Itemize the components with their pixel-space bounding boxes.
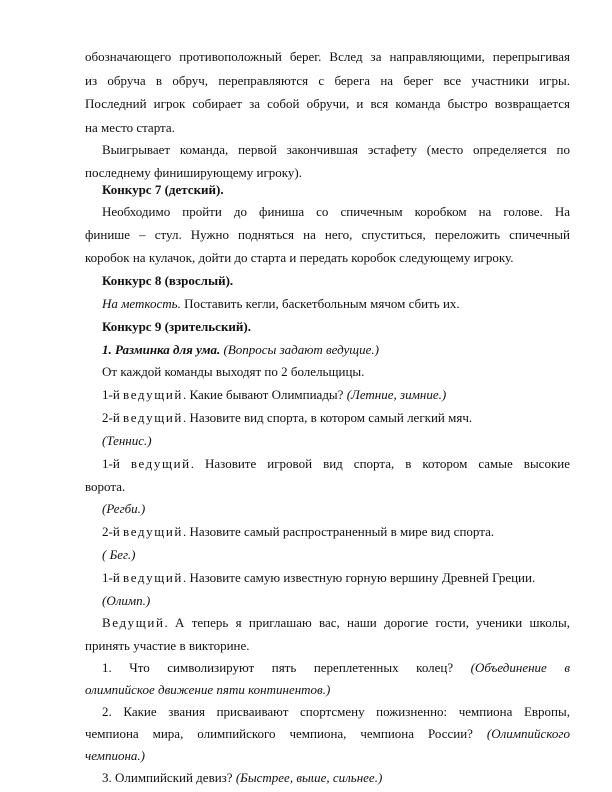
quiz-answer — [85, 747, 552, 764]
text-segment: 2-й — [102, 524, 124, 539]
text-segment: ( Бег.) — [102, 547, 136, 562]
text-segment: последнему финиширующему игроку). — [85, 165, 303, 180]
text-segment: . Назовите вид спорта, в котором самый легкий мяч. — [182, 410, 473, 425]
question-line — [102, 569, 569, 586]
text-segment: На меткость. — [102, 296, 181, 311]
text-segment: 1. Что символизируют пять переплетенных колец? — [102, 660, 471, 675]
text-segment: . Назовите игровой вид спорта, в котором самые высокие — [190, 456, 570, 471]
text-segment: коробок на кулачок, дойти до старта и передать коробок следующему игроку. — [85, 250, 514, 265]
text-segment: ведущий — [123, 570, 183, 585]
text-segment: 2. Какие звания присваивают спортсмену пожизненно: чемпиона Европы, — [102, 704, 570, 719]
text-line — [85, 249, 552, 266]
text-segment: обозначающего противоположный берег. Вслед за направляющими, перепрыгивая — [85, 49, 570, 64]
text-segment: (Регби.) — [102, 501, 146, 516]
answer-line — [102, 500, 569, 517]
section-heading — [102, 318, 569, 335]
text-segment: чемпиона.) — [85, 748, 145, 763]
text-segment: ведущий — [123, 524, 183, 539]
text-segment: (Олимпийского — [486, 726, 570, 741]
answer-line — [102, 432, 569, 449]
question-line — [102, 523, 569, 540]
text-segment: Конкурс 8 (взрослый). — [102, 273, 234, 288]
text-line — [102, 203, 570, 220]
text-segment: Ведущий — [102, 615, 165, 630]
text-segment: на место старта. — [85, 120, 175, 135]
text-segment: Выигрывает команда, первой закончившая эстафету (место определяется по — [102, 142, 570, 157]
text-segment: чемпиона мира, олимпийского чемпиона, чемпиона России? — [85, 726, 487, 741]
text-line — [85, 226, 570, 243]
text-line — [102, 295, 569, 312]
section-heading — [102, 272, 569, 289]
text-segment: 1-й — [102, 570, 124, 585]
text-segment: Необходимо пройти до финиша со спичечным коробком на голове. На — [102, 204, 570, 219]
text-segment: Конкурс 7 (детский). — [102, 182, 224, 197]
text-segment: ведущий — [123, 387, 183, 402]
section-heading — [102, 181, 569, 198]
question-line — [102, 386, 569, 403]
text-line — [102, 363, 569, 380]
text-segment: (Олимп.) — [102, 593, 151, 608]
text-line — [85, 478, 552, 495]
text-segment: Конкурс 9 (зрительский). — [102, 319, 251, 334]
text-line — [85, 72, 570, 89]
text-segment: (Вопросы задают ведущие.) — [220, 342, 379, 357]
text-segment: (Летние, зимние.) — [346, 387, 447, 402]
text-segment: 1. Разминка для ума. — [102, 342, 221, 357]
text-line — [85, 119, 552, 136]
text-segment: финише – стул. Нужно подняться на него, спуститься, переложить спичечный — [85, 227, 570, 242]
text-segment: 3. Олимпийский девиз? — [102, 770, 236, 785]
quiz-question — [102, 703, 570, 720]
text-segment: (Теннис.) — [102, 433, 152, 448]
quiz-question — [102, 769, 569, 786]
text-segment: Поставить кегли, баскетбольным мячом сбить их. — [180, 296, 460, 311]
text-segment: 1-й — [102, 456, 131, 471]
text-segment: Последний игрок собирает за собой обручи, и вся команда быстро возвращается — [85, 96, 570, 111]
question-line — [102, 409, 569, 426]
quiz-question — [85, 725, 570, 742]
text-line — [102, 614, 570, 631]
quiz-answer — [85, 681, 552, 698]
text-segment: из обруча в обруч, переправляются с берега на берег все участники игры. — [85, 73, 570, 88]
answer-line — [102, 592, 569, 609]
text-line — [85, 95, 570, 112]
quiz-question — [102, 659, 570, 676]
subsection-heading — [102, 341, 569, 358]
text-segment: ведущий — [130, 456, 191, 471]
text-line — [102, 141, 570, 158]
text-segment: От каждой команды выходят по 2 болельщицы. — [102, 364, 365, 379]
text-segment: ведущий — [123, 410, 183, 425]
text-segment: 2-й — [102, 410, 124, 425]
text-segment: олимпийское движение пяти континентов.) — [85, 682, 331, 697]
text-segment: . Какие бывают Олимпиады? — [182, 387, 347, 402]
text-line — [85, 637, 552, 654]
text-segment: . Назовите самую известную горную вершину Древней Греции. — [182, 570, 536, 585]
text-segment: (Быстрее, выше, сильнее.) — [235, 770, 383, 785]
answer-line — [102, 546, 569, 563]
question-line — [102, 455, 570, 472]
text-line — [85, 48, 570, 65]
text-segment: (Объединение в — [470, 660, 570, 675]
text-segment: . Назовите самый распространенный в мире вид спорта. — [182, 524, 495, 539]
text-segment: ворота. — [85, 479, 126, 494]
text-segment: 1-й — [102, 387, 124, 402]
text-segment: . А теперь я приглашаю вас, наши дорогие гости, ученики школы, — [164, 615, 570, 630]
text-line — [85, 164, 552, 181]
text-segment: принять участие в викторине. — [85, 638, 250, 653]
